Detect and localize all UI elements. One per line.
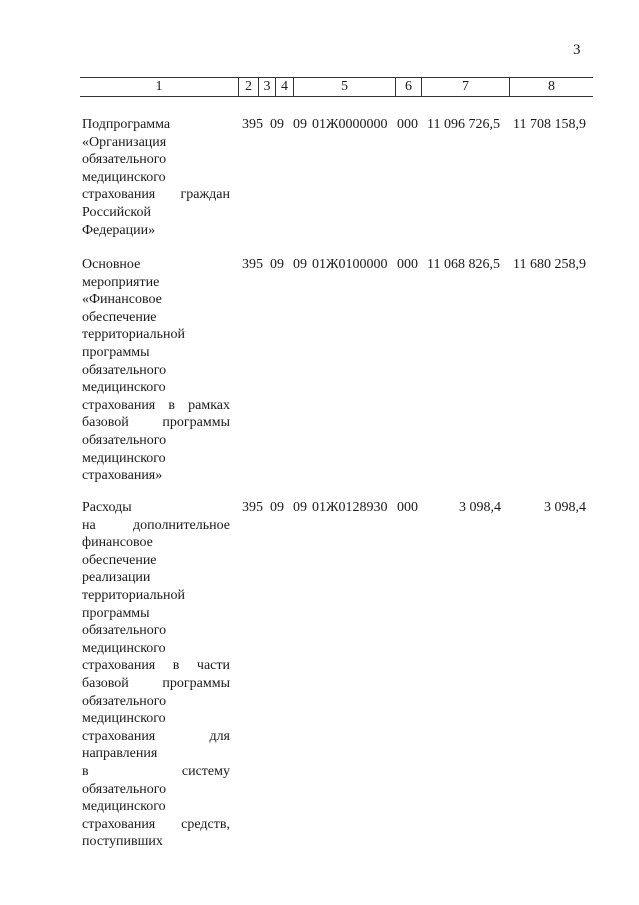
desc-line: страхования граждан	[82, 187, 230, 203]
header-col-7: 7	[421, 78, 509, 96]
desc-line: территориальной	[82, 587, 185, 603]
desc-line: страхования в части	[82, 658, 230, 674]
desc-line: обязательного	[82, 152, 167, 168]
desc-line: медицинского	[82, 711, 166, 727]
header-col-3: 3	[258, 78, 275, 96]
cell-col-6: 000	[397, 117, 418, 132]
desc-line: страхования средств,	[82, 816, 230, 832]
desc-line: направления	[82, 746, 158, 762]
desc-line: в систему	[82, 763, 230, 779]
cell-col-2: 395	[242, 500, 263, 515]
header-col-6: 6	[395, 78, 421, 96]
cell-col-7: 11 096 726,5	[427, 117, 500, 132]
desc-line: реализации	[82, 570, 151, 586]
desc-line: программы	[82, 605, 150, 621]
desc-line: «Финансовое	[82, 292, 162, 308]
cell-col-2: 395	[242, 117, 263, 132]
cell-col-7: 11 068 826,5	[427, 257, 500, 272]
header-col-8: 8	[509, 78, 593, 96]
cell-col-7: 3 098,4	[459, 500, 501, 515]
desc-line: обязательного	[82, 781, 167, 797]
cell-col-8: 3 098,4	[544, 500, 586, 515]
desc-line: страхования для	[82, 728, 230, 744]
cell-col-4: 09	[293, 500, 307, 515]
desc-line: Подпрограмма	[82, 117, 171, 132]
desc-line: финансовое	[82, 535, 153, 551]
cell-col-6: 000	[397, 257, 418, 272]
desc-line: страхования в рамках	[82, 397, 230, 413]
table-header	[80, 77, 593, 97]
desc-line: на дополнительное	[82, 517, 230, 533]
desc-line: обеспечение	[82, 552, 157, 568]
cell-col-3: 09	[270, 257, 284, 272]
desc-line: Расходы	[82, 500, 132, 515]
desc-line: медицинского	[82, 169, 166, 185]
desc-line: Федерации»	[82, 222, 156, 238]
cell-col-4: 09	[293, 257, 307, 272]
desc-line: медицинского	[82, 799, 166, 815]
desc-line: обязательного	[82, 432, 167, 448]
row-description	[82, 499, 230, 851]
cell-col-2: 395	[242, 257, 263, 272]
cell-col-5: 01Ж0100000	[312, 257, 388, 272]
desc-line: Российской	[82, 204, 151, 220]
desc-line: обязательного	[82, 362, 167, 378]
cell-col-8: 11 680 258,9	[513, 257, 586, 272]
cell-col-3: 09	[270, 500, 284, 515]
cell-col-8: 11 708 158,9	[513, 117, 586, 132]
cell-col-6: 000	[397, 500, 418, 515]
desc-line: медицинского	[82, 640, 166, 656]
header-col-1: 1	[155, 79, 163, 94]
desc-line: базовой программы	[82, 415, 230, 431]
desc-line: поступивших	[82, 834, 163, 850]
desc-line: Основное	[82, 257, 141, 272]
desc-line: медицинского	[82, 380, 166, 396]
desc-line: медицинского	[82, 450, 166, 466]
row-description	[82, 256, 230, 485]
desc-line: базовой программы	[82, 675, 230, 691]
desc-line: обязательного	[82, 693, 167, 709]
desc-line: страхования»	[82, 468, 163, 484]
page-number: 3	[573, 42, 581, 58]
desc-line: обеспечение	[82, 309, 157, 325]
header-col-5: 5	[293, 78, 395, 96]
header-col-4: 4	[275, 78, 293, 96]
header-col-2: 2	[238, 78, 258, 96]
desc-line: мероприятие	[82, 274, 160, 290]
cell-col-3: 09	[270, 117, 284, 132]
row-description	[82, 116, 230, 239]
cell-col-5: 01Ж0000000	[312, 117, 388, 132]
desc-line: программы	[82, 344, 150, 360]
cell-col-5: 01Ж0128930	[312, 500, 388, 515]
desc-line: «Организация	[82, 134, 167, 150]
cell-col-4: 09	[293, 117, 307, 132]
desc-line: территориальной	[82, 327, 185, 343]
desc-line: обязательного	[82, 623, 167, 639]
